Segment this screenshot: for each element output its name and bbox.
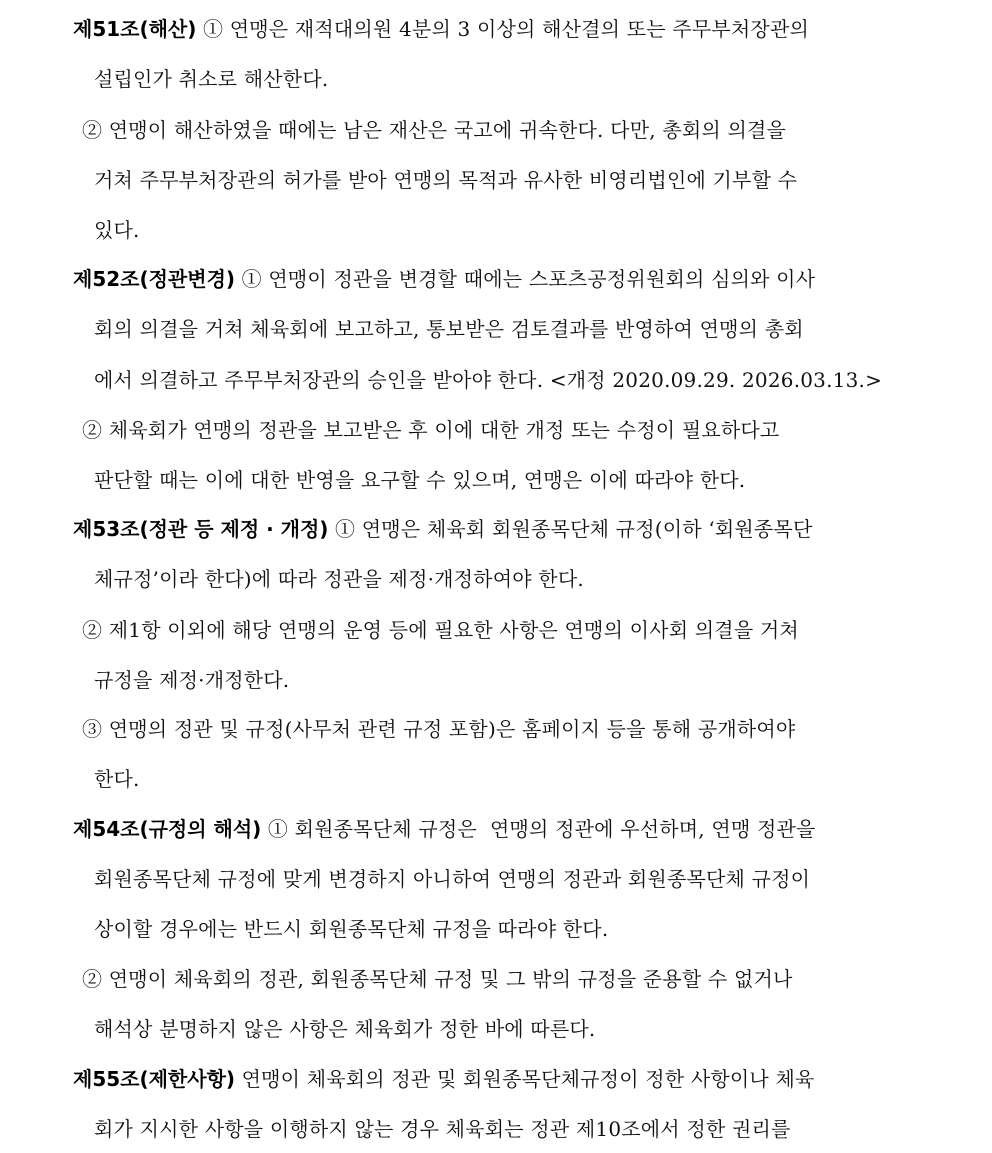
article-53-clause-2-line-2: [94, 666, 289, 694]
article-55-line-1: [73, 1065, 815, 1093]
article-53-line-1: [73, 515, 812, 543]
article-51-line-1: [73, 15, 809, 43]
article-51-text-cont: 설립인가 취소로 해산한다.: [94, 67, 329, 91]
article-54-text: ① 회원종목단체 규정은 연맹의 정관에 우선하며, 연맹 정관을: [261, 817, 816, 841]
article-54-clause-2-line-2: [94, 1015, 595, 1043]
article-54-clause-2-text: ② 연맹이 체육회의 정관, 회원종목단체 규정 및 그 밖의 규정을 준용할 수 없거나: [82, 967, 793, 991]
article-51-line-2: [94, 65, 328, 93]
article-54-line-2: [94, 865, 810, 893]
article-51-clause-2-text-cont: 거쳐 주무부처장관의 허가를 받아 연맹의 목적과 유사한 비영리법인에 기부할 수: [94, 168, 798, 192]
article-51-clause-2-text-end: 있다.: [94, 218, 140, 242]
article-52-line-3: [94, 366, 882, 394]
article-52-clause-2-line-1: [82, 416, 779, 444]
article-53-clause-2-text: ② 제1항 이외에 해당 연맹의 운영 등에 필요한 사항은 연맹의 이사회 의결을 거쳐: [82, 618, 799, 642]
article-54-line-3: [94, 915, 608, 943]
article-53-clause-2-line-1: [82, 616, 799, 644]
article-55-line-2: [94, 1115, 791, 1143]
article-52-clause-2-text: ② 체육회가 연맹의 정관을 보고받은 후 이에 대한 개정 또는 수정이 필요하다고: [82, 418, 780, 442]
article-55-text-cont: 회가 지시한 사항을 이행하지 않는 경우 체육회는 정관 제10조에서 정한 권리를: [94, 1117, 791, 1141]
article-52-text-cont: 회의 의결을 거쳐 체육회에 보고하고, 통보받은 검토결과를 반영하여 연맹의 총회: [94, 317, 804, 341]
article-51-heading: 제51조(해산): [73, 17, 197, 41]
article-53-clause-3-text-cont: 한다.: [94, 767, 140, 791]
article-53-heading: 제53조(정관 등 제정 · 개정): [73, 517, 329, 541]
article-52-clause-2-line-2: [94, 466, 745, 494]
article-53-text-cont: 체규정’이라 한다)에 따라 정관을 제정·개정하여야 한다.: [94, 567, 584, 591]
article-51-clause-2-line-3: [94, 216, 140, 244]
article-54-text-cont: 회원종목단체 규정에 맞게 변경하지 아니하여 연맹의 정관과 회원종목단체 규정이: [94, 867, 811, 891]
article-52-clause-2-text-cont: 판단할 때는 이에 대한 반영을 요구할 수 있으며, 연맹은 이에 따라야 한다.: [94, 468, 746, 492]
article-53-text: ① 연맹은 체육회 회원종목단체 규정(이하 ‘회원종목단: [328, 517, 813, 541]
article-53-clause-3-line-1: [82, 715, 795, 743]
article-52-line-2: [94, 315, 804, 343]
article-54-line-1: [73, 815, 816, 843]
article-51-clause-2-line-1: [82, 116, 786, 144]
article-51-clause-2-line-2: [94, 166, 797, 194]
article-52-line-1: [73, 265, 815, 293]
article-52-heading: 제52조(정관변경): [73, 267, 236, 291]
article-52-text-end: 에서 의결하고 주무부처장관의 승인을 받아야 한다. <개정 2020.09.29. 2026.03.13.>: [94, 368, 883, 392]
article-53-line-2: [94, 565, 584, 593]
article-51-clause-2-text: ② 연맹이 해산하였을 때에는 남은 재산은 국고에 귀속한다. 다만, 총회의 의결을: [82, 118, 787, 142]
article-53-clause-3-text: ③ 연맹의 정관 및 규정(사무처 관련 규정 포함)은 홈페이지 등을 통해 공개하여야: [82, 717, 796, 741]
article-51-text: ① 연맹은 재적대의원 4분의 3 이상의 해산결의 또는 주무부처장관의: [196, 17, 809, 41]
article-53-clause-2-text-cont: 규정을 제정·개정한다.: [94, 668, 290, 692]
article-53-clause-3-line-2: [94, 765, 140, 793]
article-55-heading: 제55조(제한사항): [73, 1067, 236, 1091]
article-54-heading: 제54조(규정의 해석): [73, 817, 262, 841]
article-54-clause-2-line-1: [82, 965, 793, 993]
article-52-text: ① 연맹이 정관을 변경할 때에는 스포츠공정위원회의 심의와 이사: [235, 267, 816, 291]
article-55-text: 연맹이 체육회의 정관 및 회원종목단체규정이 정한 사항이나 체육: [235, 1067, 815, 1091]
article-54-text-end: 상이할 경우에는 반드시 회원종목단체 규정을 따라야 한다.: [94, 917, 609, 941]
article-54-clause-2-text-cont: 해석상 분명하지 않은 사항은 체육회가 정한 바에 따른다.: [94, 1017, 596, 1041]
